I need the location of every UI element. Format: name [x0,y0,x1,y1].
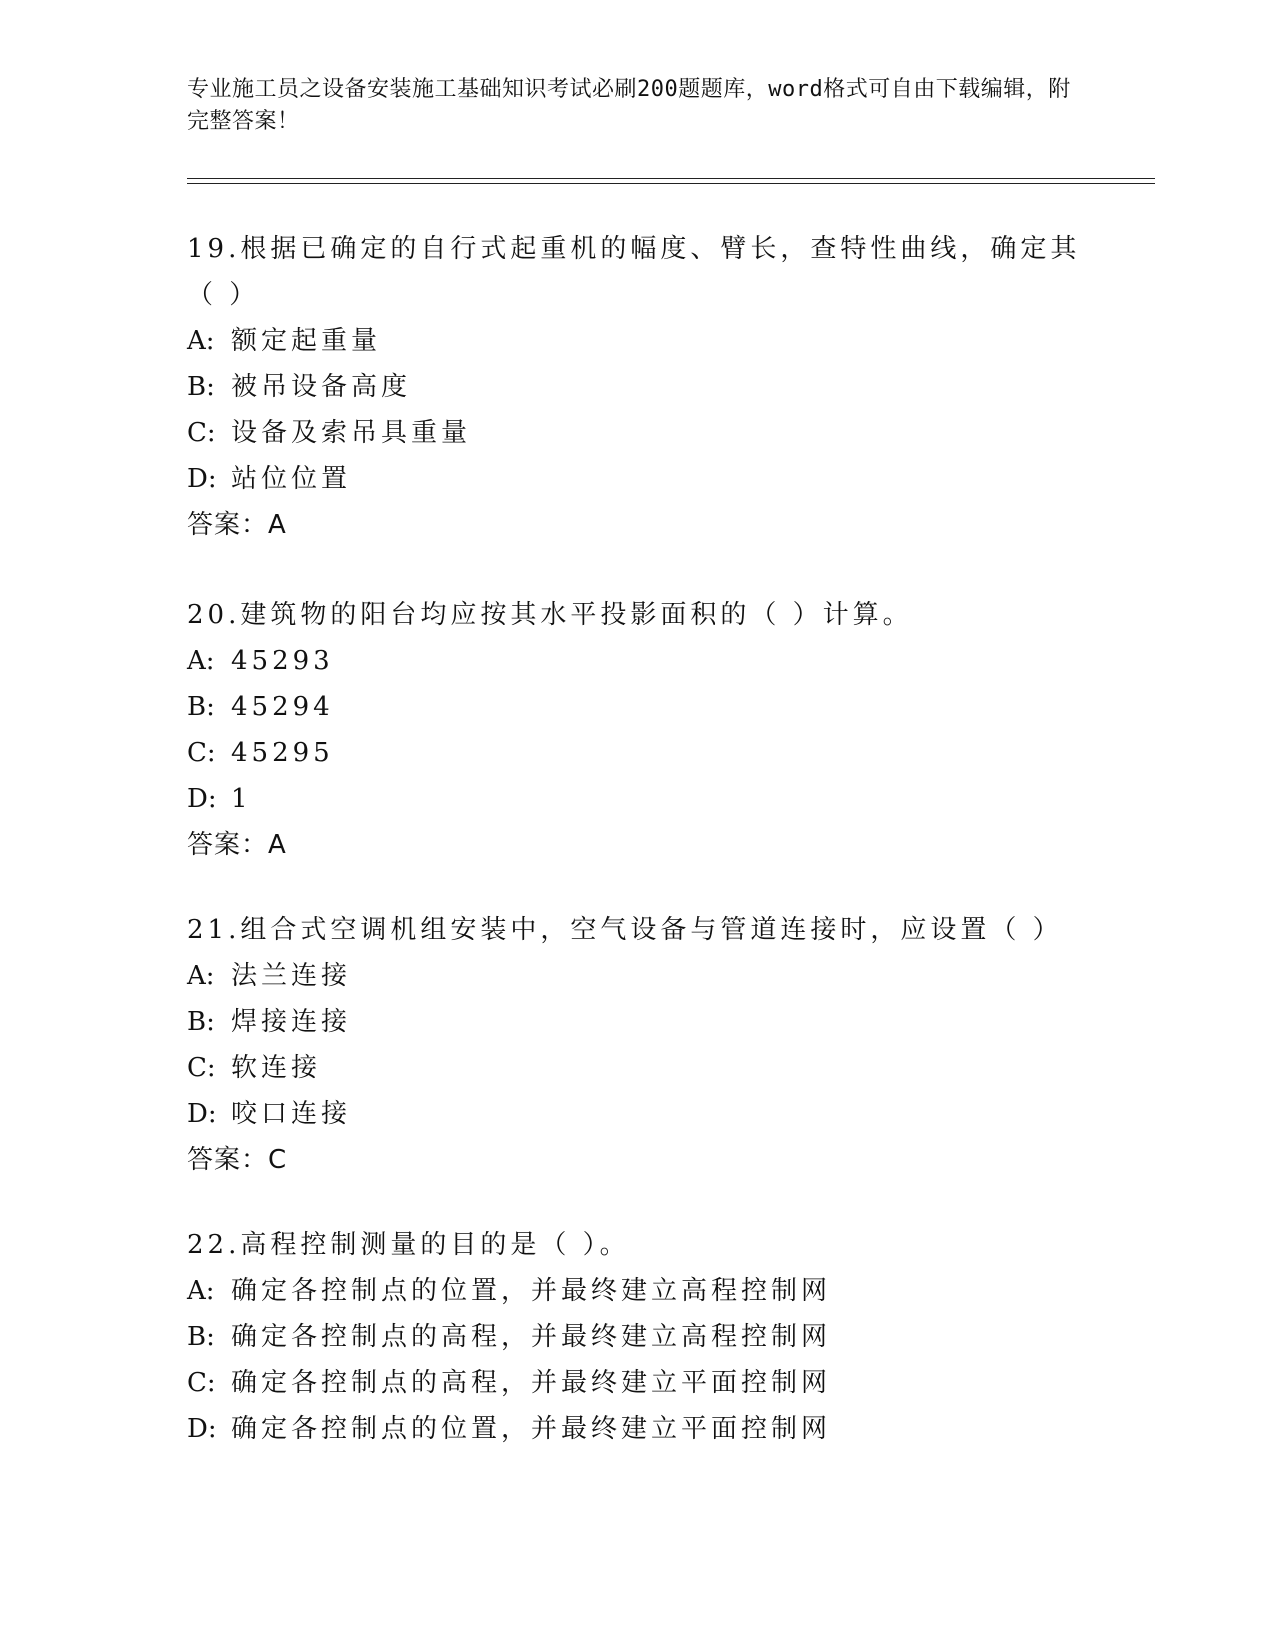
option-c [187,730,1087,776]
option-b [187,364,1087,410]
option-d [187,456,1087,502]
question-text: 20.建筑物的阳台均应按其水平投影面积的（ ）计算。 [187,600,913,630]
option-letter: B: [187,1007,215,1037]
option-letter: A: [187,1276,215,1306]
option-letter: D: [187,464,217,494]
option-text: 1 [231,784,252,814]
option-letter: D: [187,784,217,814]
option-text: 设备及索吊具重量 [231,418,472,448]
option-c [187,1360,1087,1406]
option-letter: C: [187,738,216,768]
option-letter: C: [187,1368,216,1398]
document-title: 专业施工员之设备安装施工基础知识考试必刷200题题库，word格式可自由下载编辑，附完整答案！ [187,77,1071,134]
option-text: 确定各控制点的高程，并最终建立高程控制网 [231,1322,832,1352]
option-b [187,1314,1087,1360]
question-text: 19.根据已确定的自行式起重机的幅度、臂长，查特性曲线，确定其（ ） [187,234,1081,310]
option-b [187,684,1087,730]
option-c [187,1045,1087,1091]
option-letter: B: [187,692,215,722]
option-d [187,776,1087,822]
option-letter: B: [187,1322,215,1352]
option-text: 45293 [231,646,334,676]
question-21 [187,907,1087,1183]
answer: 答案：A [187,830,287,860]
option-letter: D: [187,1414,217,1444]
option-a [187,318,1087,364]
option-text: 确定各控制点的高程，并最终建立平面控制网 [231,1368,832,1398]
option-letter: C: [187,418,216,448]
option-text: 焊接连接 [231,1007,352,1037]
option-letter: A: [187,326,215,356]
option-text: 额定起重量 [231,326,382,356]
option-d [187,1406,1087,1452]
option-text: 确定各控制点的位置，并最终建立高程控制网 [231,1276,832,1306]
option-d [187,1091,1087,1137]
option-text: 咬口连接 [231,1099,352,1129]
option-letter: B: [187,372,215,402]
option-b [187,999,1087,1045]
option-text: 45294 [231,692,334,722]
question-19 [187,226,1087,548]
option-letter: C: [187,1053,216,1083]
answer: 答案：A [187,510,287,540]
option-letter: A: [187,961,215,991]
header-divider-bottom [187,183,1155,184]
question-text: 22.高程控制测量的目的是（ ）。 [187,1230,630,1260]
question-20 [187,592,1087,868]
option-text: 45295 [231,738,334,768]
question-text: 21.组合式空调机组安装中，空气设备与管道连接时，应设置（ ） [187,915,1063,945]
option-text: 站位位置 [231,464,352,494]
option-letter: D: [187,1099,217,1129]
option-a [187,638,1087,684]
option-text: 确定各控制点的位置，并最终建立平面控制网 [231,1414,832,1444]
option-text: 法兰连接 [231,961,352,991]
header-divider-top [187,178,1155,179]
option-a [187,953,1087,999]
option-c [187,410,1087,456]
question-22 [187,1222,1087,1452]
answer: 答案：C [187,1145,288,1175]
option-a [187,1268,1087,1314]
option-letter: A: [187,646,215,676]
option-text: 被吊设备高度 [231,372,412,402]
option-text: 软连接 [231,1053,322,1083]
